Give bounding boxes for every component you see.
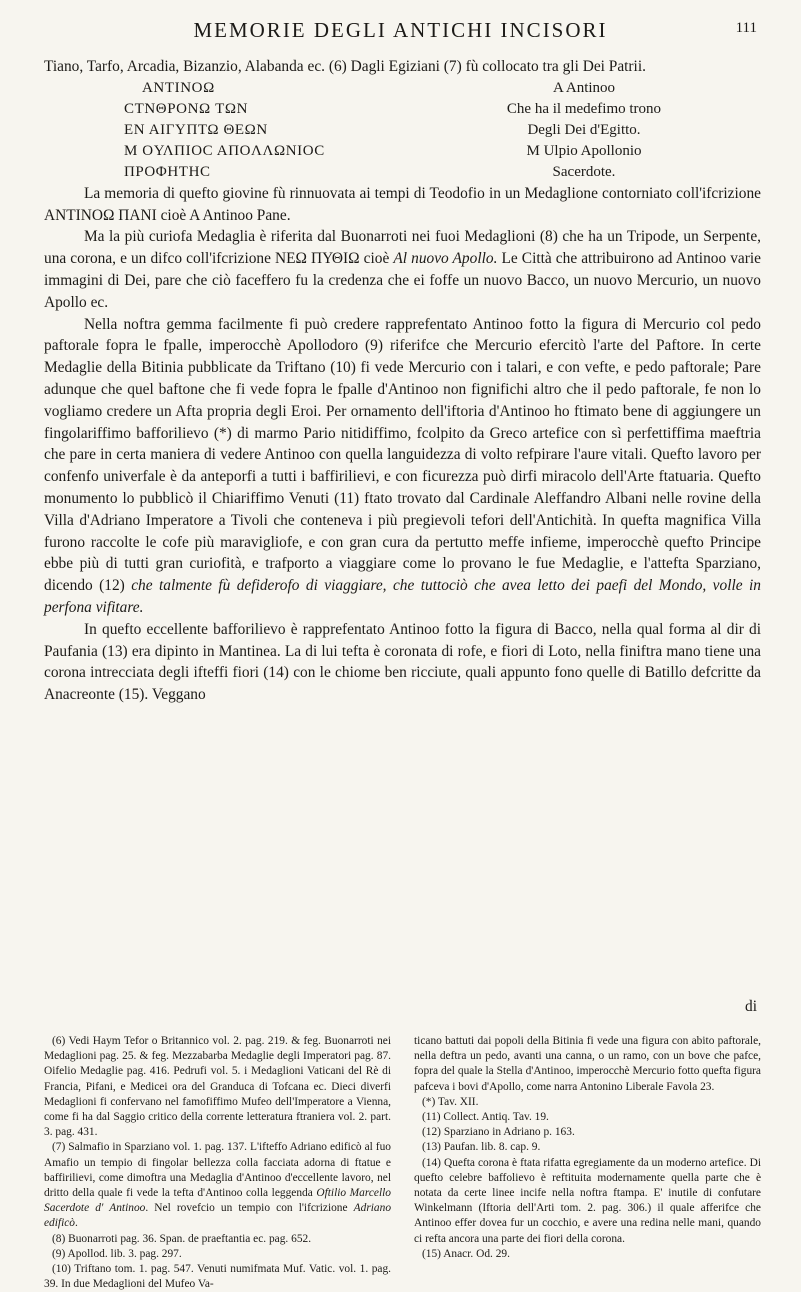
paragraph: La memoria di quefto giovine fù rinnuovata ai tempi di Teodofio in un Medaglione contorniato coll'ifcrizione ANTINOΩ ΠANI cioè A Antinoo Pane.	[44, 184, 761, 224]
footnote: (15) Anacr. Od. 29.	[422, 1247, 510, 1260]
inscription-block	[84, 78, 704, 183]
footnote: (9) Apollod. lib. 3. pag. 297.	[52, 1247, 182, 1260]
main-text	[44, 56, 761, 706]
page-number: 111	[735, 20, 757, 36]
footnotes-right-column	[414, 1034, 761, 1292]
text-run: Ma la più curiofa Medaglia è riferita dal Buonarroti nei fuoi Medaglioni (8) che ha un Tripode, un Serpente, una corona, e un difco coll'ifcrizione NEΩ ΠΥΘIΩ cioè	[44, 228, 761, 268]
greek-line: EN AIΓΥΠΤΩ ΘEΩN	[124, 121, 268, 138]
paragraph: Tiano, Tarfo, Arcadia, Bizanzio, Alabanda ec. (6) Dagli Egiziani (7) fù collocato tra gli Dei Patrii.	[44, 58, 646, 75]
text-run: Nella noftra gemma facilmente fi può credere rapprefentato Antinoo fotto la figura di Mercurio col pedo paftorale fopra le fpalle, imperocchè Apollodoro (9) riferifce che Mercurio efercitò l'arte del Paftore. In certe Medaglie della Bitinia pubblicate da Triftano (10) fi vede Mercurio con i talari, e con vefte, e pedo paftorale; Pare adunque che quel baftone che fi vede fopra le fpalle d'Antinoo non fignifichi altro che il pedo paftorale, fe non lo vogliamo credere un Afta propria degli Eroi. Per ornamento dell'iftoria d'Antinoo ho ftimato bene di aggiungere un fingolariffimo bafforilievo (*) di marmo Pario nitidiffimo, fcolpito da Greco artefice con sì perfettiffima maeftria che pare in certa maniera di vedere Antinoo con quella languidezza di volto refpirare l'aure vitali. Quefto lavoro per confenfo univerfale è da anteporfi a tutti i baffirilievi, e con ficurezza può dirfi miracolo dell'Arte ftatuaria. Quefto monumento lo pubblicò il Chiariffimo Venuti (11) ftato trovato dal Cardinale Aleffandro Albani nelle rovine della Villa d'Adriano Imperatore a Tivoli che conteneva i più pregievoli tefori dell'Antichità. In quefta magnifica Villa furono raccolte le cofe più maravigliofe, e con gran cura da pertutto meffe infieme, imperocchè quefto Principe ebbe più di tutti gran curiofità, e trafporto a viaggiare come lo provano le fue Medaglie, e l'attefta Sparziano, dicendo (12)	[44, 315, 761, 595]
catchword: di	[745, 998, 757, 1015]
italic-text: che talmente fù defiderofo di viaggiare, che tuttociò che avea letto dei paefi del Mondo, volle in perfona vifitare.	[44, 577, 761, 616]
footnote: (8) Buonarroti pag. 36. Span. de praeftantia ec. pag. 652.	[52, 1232, 312, 1245]
footnotes-left-column	[44, 1034, 391, 1292]
translation-line: A Antinoo	[552, 79, 616, 96]
footnotes	[44, 1034, 761, 1292]
greek-line: ΠPOΦHTHC	[124, 163, 211, 180]
text-run: . Nel rovefcio un tempio con l'ifcrizione	[145, 1202, 348, 1215]
footnote: (*) Tav. XII.	[422, 1095, 479, 1108]
footnote: (10) Triftano tom. 1. pag. 547. Venuti numifmata Muf. Vatic. vol. 1. pag. 39. In due Medaglioni del Mufeo Va-	[44, 1263, 391, 1291]
translation-line: Degli Dei d'Egitto.	[527, 121, 641, 138]
inscription-translation	[464, 78, 704, 183]
italic-text: Adriano edificò	[44, 1202, 392, 1230]
italic-text: Al nuovo Apollo.	[393, 250, 498, 268]
text-run: Le Città che attribuirono ad Antinoo varie immagini di Dei, pare che ciò faceffero fu la credenza che ei foffe un nuovo Bacco, un nuovo Mercurio, un nuovo Apollo ec.	[44, 250, 761, 311]
footnote: (12) Sparziano in Adriano p. 163.	[422, 1126, 575, 1139]
text-run: (7) Salmafio in Sparziano vol. 1. pag. 137. L'ifteffo Adriano edificò al fuo Amafio un tempio di fingolar bellezza colla facciata adorna di ftatue e baffirilievi, come dimoftra una Medaglia d'Antinoo d'eccellente lavoro, nel dritto della quale fi vede la tefta d'Antinoo colla leggenda	[44, 1141, 391, 1200]
translation-line: Che ha il medefimo trono	[506, 100, 662, 117]
greek-line: ANTINOΩ	[142, 79, 215, 96]
running-title: MEMORIE DEGLI ANTICHI INCISORI	[193, 18, 608, 42]
greek-line: M OΥΛΠIOC AΠOΛΛΩNIOC	[124, 142, 325, 159]
footnote: (14) Quefta corona è ftata rifatta egregiamente da un moderno artefice. Di quefto celebre baffolievo è reftituita modernamente quella parte che è notata da certe linee incife nella noftra ftampa. E' inutile di confutare Winkelmann (Iftoria dell'Arti tom. 2. pag. 306.) il quale afferifce che Antinoo effer dovea fur un cocchio, e avere una redina nelle mani, quando ci refta ancora una parte dei fiori della corona.	[414, 1156, 761, 1245]
paragraph	[44, 314, 761, 619]
translation-line: M Ulpio Apollonio	[526, 142, 642, 159]
footnote: (11) Collect. Antiq. Tav. 19.	[422, 1111, 549, 1124]
paragraph: In quefto eccellente bafforilievo è rapprefentato Antinoo fotto la figura di Bacco, nella qual forma al dir di Paufania (13) era dipinto in Mantinea. La di lui tefta è coronata di rofe, e fiori di Loto, nella finiftra mano tiene una corona intrecciata degli ifteffi fiori (14) con le chiome ben ricciute, quali appunto fono quelle di Batillo defcritte da Anacreonte (15). Veggano	[44, 620, 761, 704]
text-run: .	[75, 1217, 78, 1230]
footnote-continuation: ticano battuti dai popoli della Bitinia fi vede una figura con abito paftorale, nella deftra un pedo, avanti una canna, o un ramo, con un bove che pafce, fopra del quale la Stella d'Antinoo, imperocchè Mercurio fotto quefta figura pafceva i bovi d'Apollo, come narra Antonino Liberale Favola 23.	[414, 1035, 761, 1093]
italic-text: Oftilio Marcello Sacerdote d' Antinoo	[44, 1187, 391, 1215]
greek-inscription	[84, 78, 454, 183]
footnote: (13) Paufan. lib. 8. cap. 9.	[422, 1141, 541, 1154]
translation-line: Sacerdote.	[552, 163, 616, 180]
footnote: (6) Vedi Haym Tefor o Britannico vol. 2. pag. 219. & feg. Buonarroti nei Medaglioni pag. 25. & feg. Mezzabarba Medaglie degli Imperatori pag. 87. Oifelio Medaglie pag. 416. Pedrufi vol. 5. i Medaglioni Vaticani del Rè di Francia, Pifani, e Medicei ora del Granduca di Tofcana ec. Dieci diverfi Medaglioni fi confervano nel famofiffimo Mufeo dell'Imperatore a Vienna, come fi ha dal Saggio critico della corrente letteratura ftraniera vol. 2. part. 3. pag. 431.	[44, 1035, 391, 1139]
footnote	[44, 1140, 391, 1231]
greek-line: CTNΘPONΩ TΩN	[124, 100, 249, 117]
paragraph	[44, 226, 761, 313]
running-header	[44, 18, 757, 46]
